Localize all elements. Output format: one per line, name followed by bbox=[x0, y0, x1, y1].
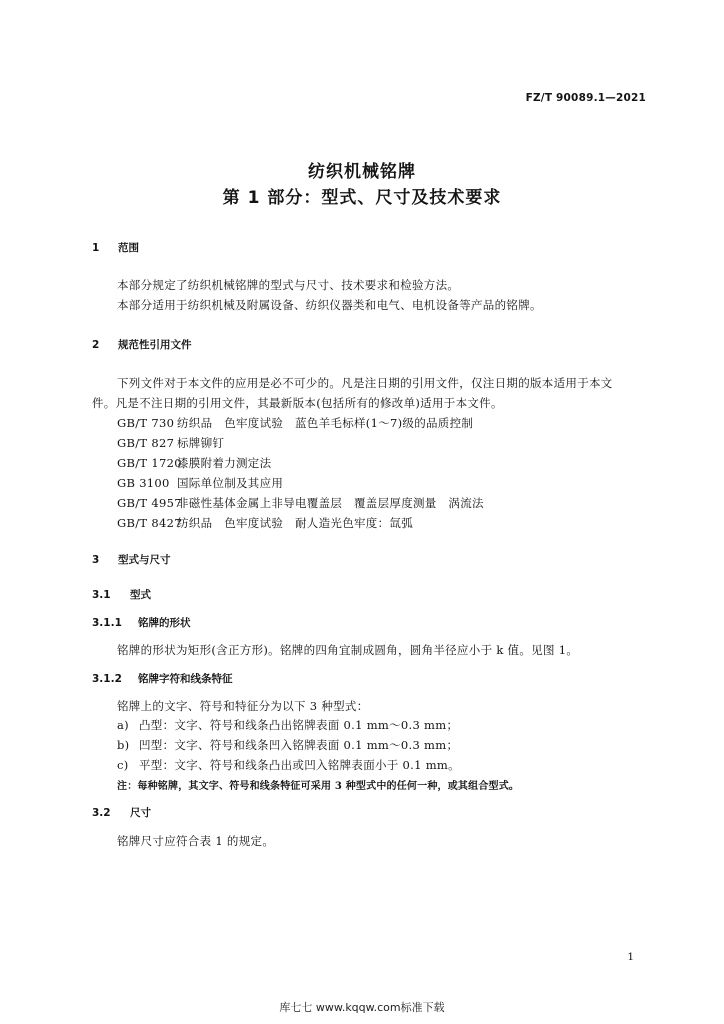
reference-code: GB/T 730 bbox=[117, 416, 175, 430]
reference-title: 国际单位制及其应用 bbox=[177, 476, 284, 490]
document-title: 纺织机械铭牌 bbox=[308, 162, 416, 182]
section-1-heading bbox=[92, 240, 139, 255]
list-item bbox=[117, 717, 458, 733]
section-title: 规范性引用文件 bbox=[118, 339, 192, 351]
list-marker: c) bbox=[117, 758, 129, 772]
section-number: 3.1.2 bbox=[92, 673, 122, 685]
section-title: 范围 bbox=[118, 242, 139, 254]
section-number: 3.2 bbox=[92, 807, 111, 819]
reference-title: 标牌铆钉 bbox=[177, 436, 225, 450]
list-text: 平型：文字、符号和线条凸出或凹入铭牌表面小于 0.1 mm。 bbox=[139, 758, 460, 772]
paragraph: 本部分适用于纺织机械及附属设备、纺织仪器类和电气、电机设备等产品的铭牌。 bbox=[117, 298, 542, 312]
reference-title: 非磁性基体金属上非导电覆盖层 覆盖层厚度测量 涡流法 bbox=[177, 496, 484, 510]
reference-code: GB 3100 bbox=[117, 476, 170, 490]
paragraph: 件。凡是不注日期的引用文件，其最新版本(包括所有的修改单)适用于本文件。 bbox=[92, 396, 503, 410]
reference-title: 漆膜附着力测定法 bbox=[177, 456, 272, 470]
reference-code: GB/T 8427 bbox=[117, 516, 182, 530]
section-2-heading bbox=[92, 337, 192, 352]
section-title: 尺寸 bbox=[130, 807, 151, 819]
section-3-1-1-heading bbox=[92, 615, 191, 630]
reference-item bbox=[117, 515, 413, 531]
section-number: 3.1.1 bbox=[92, 617, 122, 629]
paragraph: 本部分规定了纺织机械铭牌的型式与尺寸、技术要求和检验方法。 bbox=[117, 278, 460, 292]
list-marker: a) bbox=[117, 718, 129, 732]
reference-code: GB/T 827 bbox=[117, 436, 175, 450]
paragraph: 铭牌尺寸应符合表 1 的规定。 bbox=[117, 834, 275, 848]
section-number: 3 bbox=[92, 554, 100, 566]
paragraph: 下列文件对于本文件的应用是必不可少的。凡是注日期的引用文件，仅注日期的版本适用于本文 bbox=[117, 376, 613, 390]
list-text: 凹型：文字、符号和线条凹入铭牌表面 0.1 mm～0.3 mm； bbox=[139, 738, 459, 752]
reference-item bbox=[117, 455, 271, 471]
footer-watermark: 库七七 www.kqqw.com标准下载 bbox=[279, 1001, 445, 1014]
page-number: 1 bbox=[627, 951, 634, 963]
section-title: 型式与尺寸 bbox=[118, 554, 171, 566]
list-text: 凸型：文字、符号和线条凸出铭牌表面 0.1 mm～0.3 mm； bbox=[139, 718, 459, 732]
reference-title: 纺织品 色牢度试验 蓝色羊毛标样(1～7)级的品质控制 bbox=[177, 416, 474, 430]
reference-item bbox=[117, 415, 473, 431]
reference-code: GB/T 4957 bbox=[117, 496, 182, 510]
reference-code: GB/T 1720 bbox=[117, 456, 182, 470]
section-3-2-heading bbox=[92, 805, 151, 820]
section-number: 1 bbox=[92, 242, 100, 254]
reference-item bbox=[117, 435, 224, 451]
reference-title: 纺织品 色牢度试验 耐人造光色牢度：氙弧 bbox=[177, 516, 413, 530]
section-3-1-2-heading bbox=[92, 671, 233, 686]
reference-item bbox=[117, 495, 484, 511]
note: 注：每种铭牌，其文字、符号和线条特征可采用 3 种型式中的任何一种，或其组合型式。 bbox=[117, 781, 520, 792]
section-3-1-heading bbox=[92, 587, 151, 602]
paragraph: 铭牌的形状为矩形(含正方形)。铭牌的四角宜制成圆角，圆角半径应小于 k 值。见图 1。 bbox=[117, 643, 579, 657]
standard-number: FZ/T 90089.1—2021 bbox=[525, 92, 646, 104]
section-number: 2 bbox=[92, 339, 100, 351]
section-3-heading bbox=[92, 552, 171, 567]
list-marker: b) bbox=[117, 738, 130, 752]
section-title: 型式 bbox=[130, 589, 151, 601]
section-title: 铭牌字符和线条特征 bbox=[138, 673, 233, 685]
section-number: 3.1 bbox=[92, 589, 111, 601]
reference-item bbox=[117, 475, 283, 491]
section-title: 铭牌的形状 bbox=[138, 617, 191, 629]
list-item bbox=[117, 737, 458, 753]
document-subtitle: 第 1 部分：型式、尺寸及技术要求 bbox=[222, 188, 502, 208]
paragraph: 铭牌上的文字、符号和特征分为以下 3 种型式： bbox=[117, 699, 369, 713]
list-item bbox=[117, 757, 460, 773]
